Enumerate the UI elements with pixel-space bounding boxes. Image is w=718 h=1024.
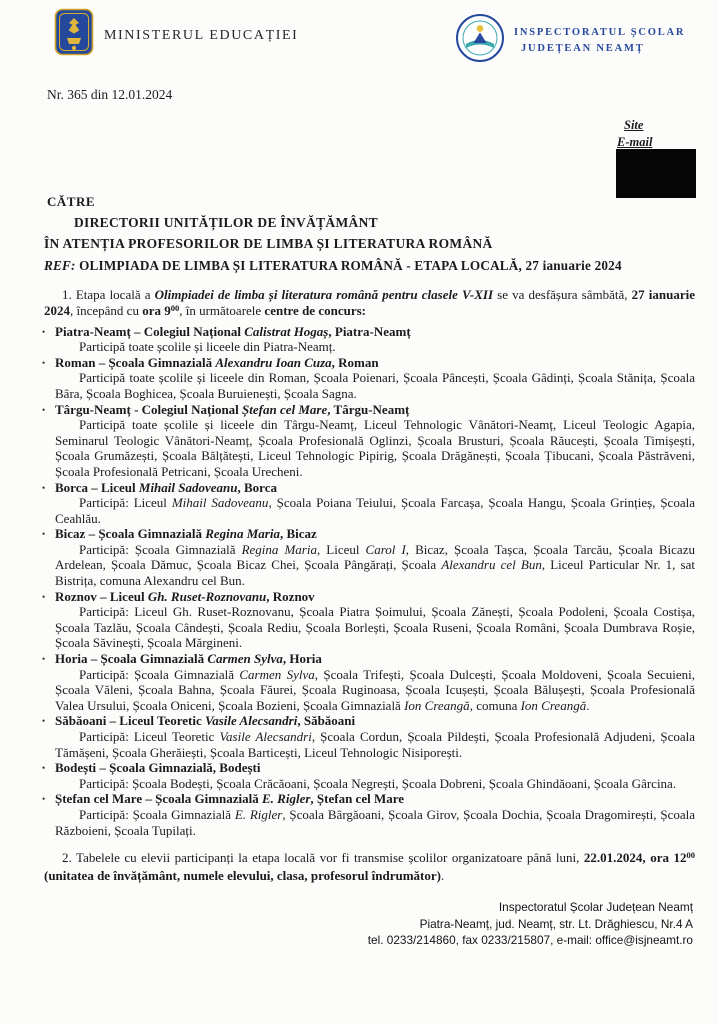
footer-line-1: Inspectoratul Școlar Județean Neamț	[498, 900, 693, 915]
letter-body	[44, 194, 695, 949]
paragraph-2: 2. Tabelele cu elevii participanți la etapa locală vor fi transmise școlilor organizatoare până luni, 22.01.2024, ora $12^{00}$ (unitatea de învățământ, numele elevului, clasa, profesorul îndrumător).	[44, 850, 695, 883]
center-list-item	[55, 526, 695, 588]
center-list-item	[55, 402, 695, 480]
center-title: • Roznov – Liceul Gh. Ruset-Roznovanu, Roznov	[55, 588, 315, 604]
center-list-item	[55, 791, 695, 838]
center-title: • Târgu-Neamț - Colegiul Național Ștefan cel Mare, Târgu-Neamț	[55, 401, 410, 417]
inspectorate-logo-icon	[455, 13, 505, 63]
footer-line-3: tel. 0233/214860, fax 0233/215807, e-mail: office@isjneamt.ro	[367, 933, 693, 948]
center-title: • Roman – Școala Gimnazială Alexandru Ioan Cuza, Roman	[55, 354, 379, 370]
center-list-item	[55, 760, 695, 791]
center-detail: Participă: Școala Gimnazială Carmen Sylva, Școala Trifești, Școala Dulcești, Școala Moldoveni, Școala Secuieni, Școala Văleni, Școala Bahna, Școala Făurei, Școala Ruginoasa, Școala Icușești, Școala Bălușești, Școala Profesională Valea Ursului, Școala Oniceni, Școala Bozieni, Școala Gimnazială Ion Creangă, comuna Ion Creangă.	[55, 666, 695, 713]
center-detail: Participă: Școala Gimnazială Regina Maria, Liceul Carol I, Bicaz, Școala Tașca, Școala Tarcău, Școala Bicazu Ardelean, Școala Dămuc, Școala Bicaz Chei, Școala Pângărați, Școala Alexandru cel Bun, Liceul Particular Nr. 1, sat Bistrița, comuna Alexandru cel Bun.	[55, 541, 695, 589]
center-list-item	[55, 355, 695, 402]
letter-heading-1: DIRECTORII UNITĂȚILOR DE ÎNVĂȚĂMÂNT	[74, 214, 378, 230]
email-label: E-mail	[617, 135, 653, 149]
center-title: • Bicaz – Școala Gimnazială Regina Maria, Bicaz	[55, 526, 317, 542]
center-list-item	[55, 713, 695, 760]
paragraph-1: 1. Etapa locală a Olimpiadei de limba și literatura română pentru clasele V-XII se va desfășura sâmbătă, 27 ianuarie 2024, începând cu ora $9^{00}$, în următoarele centre de concurs:	[44, 287, 695, 318]
center-detail: Participă toate școlile și liceele din Roman, Școala Poienari, Școala Pâncești, Școala Gâdinți, Școala Stănița, Școala Bâra, Școala Boghicea, Școala Buruienești, Școala Sagna.	[55, 370, 695, 401]
center-list-item	[55, 480, 695, 527]
footer-contact	[44, 899, 695, 949]
center-title: • Bodești – Școala Gimnazială, Bodești	[55, 760, 261, 776]
center-detail: Participă: Liceul Gh. Ruset-Roznovanu, Școala Piatra Șoimului, Școala Zănești, Școala Podoleni, Școala Costișa, Școala Tazlău, Școala Cândești, Școala Rediu, Școala Borlești, Școala Ruseni, Școala Români, Școala Dumbrava Roșie, Școala Săvinești, Școala Mărgineni.	[55, 604, 695, 651]
center-detail: Participă toate școlile și liceele din Târgu-Neamț, Liceul Tehnologic Vânători-Neamț, Liceul Teologic Agapia, Seminarul Teologic Vânători-Neamț, Școala Profesională Oglinzi, Școala Brusturi, Școala Răucești, Școala Timișești, Școala Grumăzești, Școala Bălțătești, Liceul Tehnologic Pipirig, Școala Drăgănești, Școala Țibucani, Școala Păstrăveni, Școala Profesională Petricani, Școala Urecheni.	[55, 417, 695, 479]
letter-heading-2: ÎN ATENȚIA PROFESORILOR DE LIMBA ȘI LITERATURA ROMÂNĂ	[44, 236, 493, 252]
center-detail: Participă: Școala Gimnazială E. Rigler, Școala Bârgăoani, Școala Girov, Școala Dochia, Școala Dragomirești, Școala Războieni, Școala Tupilați.	[55, 806, 695, 838]
inspectorate-name-line1: INSPECTORATUL ȘCOLAR	[514, 27, 686, 38]
center-detail: Participă: Liceul Teoretic Vasile Alecsandri, Școala Cordun, Școala Pildești, Școala Profesională Adjudeni, Școala Tămășeni, Școala Gherăiești, Școala Barticești, Liceul Tehnologic Nisiporești.	[55, 729, 696, 760]
center-list-item	[55, 651, 695, 713]
center-title: • Horia – Școala Gimnazială Carmen Sylva, Horia	[55, 651, 322, 667]
ministry-name: MINISTERUL EDUCAȚIEI	[104, 28, 299, 43]
center-list-item	[55, 589, 695, 651]
center-detail: Participă toate școlile și liceele din Piatra-Neamț.	[79, 339, 336, 355]
redaction-box	[616, 149, 696, 198]
center-title: • Borca – Liceul Mihail Sadoveanu, Borca	[55, 479, 277, 495]
ministry-logo-icon	[54, 8, 94, 56]
center-detail: Participă: Școala Bodești, Școala Crăcăoani, Școala Negrești, Școala Dobreni, Școala Ghindăoani, Școala Gârcina.	[79, 775, 677, 791]
center-title: • Ștefan cel Mare – Școala Gimnazială E. Rigler, Ștefan cel Mare	[55, 791, 405, 807]
center-detail: Participă: Liceul Mihail Sadoveanu, Școala Poiana Teiului, Școala Farcașa, Școala Hangu, Școala Grințieș, Școala Ceahlău.	[55, 495, 695, 526]
centers-list	[44, 324, 695, 839]
inspectorate-name-line2: JUDEȚEAN NEAMȚ	[521, 43, 645, 54]
footer-line-2: Piatra-Neamț, jud. Neamț, str. Lt. Drăghiescu, Nr.4 A	[419, 916, 693, 931]
letter-to: CĂTRE	[47, 194, 96, 209]
center-title: • Piatra-Neamț – Colegiul Național Calistrat Hogaș, Piatra-Neamț	[55, 323, 411, 339]
inspectorate-name	[514, 25, 685, 57]
center-title: • Săbăoani – Liceul Teoretic Vasile Alecsandri, Săbăoani	[55, 713, 356, 729]
doc-number: Nr. 365 din 12.01.2024	[47, 87, 173, 102]
site-label: Site	[624, 118, 644, 132]
letter-ref-line: REF: OLIMPIADA DE LIMBA ȘI LITERATURA ROMÂNĂ - ETAPA LOCALĂ, 27 ianuarie 2024	[44, 257, 622, 273]
center-list-item	[55, 324, 695, 355]
